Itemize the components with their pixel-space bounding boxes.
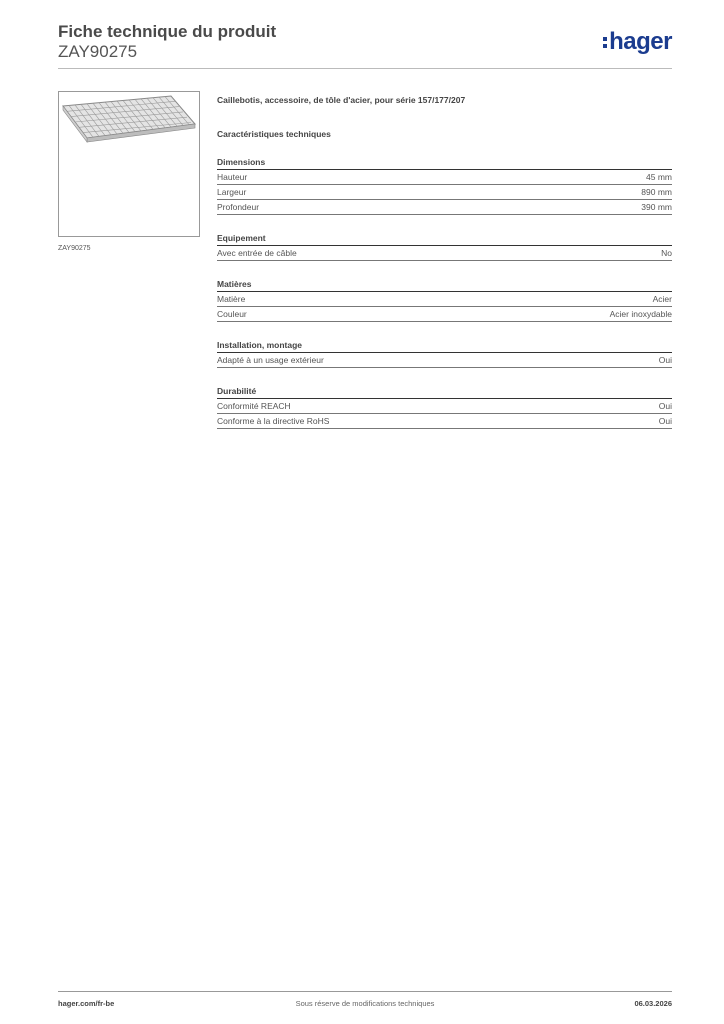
spec-value: Oui xyxy=(658,416,672,426)
spec-label: Conforme à la directive RoHS xyxy=(217,416,330,426)
footer-divider xyxy=(58,991,672,992)
spec-label: Conformité REACH xyxy=(217,401,291,411)
header-divider xyxy=(58,68,672,69)
spec-value: Acier xyxy=(652,294,672,304)
spec-label: Profondeur xyxy=(217,202,260,212)
spec-row xyxy=(217,170,672,185)
grating-icon xyxy=(59,92,199,236)
product-code: ZAY90275 xyxy=(58,42,138,61)
spec-group-equipement xyxy=(217,232,672,261)
section-title: Caractéristiques techniques xyxy=(217,129,331,139)
spec-label: Hauteur xyxy=(217,172,248,182)
spec-group-durabilite xyxy=(217,385,672,429)
page-title: Fiche technique du produit xyxy=(58,22,277,41)
spec-group-dimensions xyxy=(217,156,672,215)
spec-group-title: Durabilité xyxy=(217,385,672,399)
product-details xyxy=(217,95,672,429)
spec-group-title: Installation, montage xyxy=(217,339,672,353)
image-caption: ZAY90275 xyxy=(58,245,91,252)
spec-label: Couleur xyxy=(217,309,247,319)
spec-value: 890 mm xyxy=(641,187,672,197)
spec-value: 45 mm xyxy=(646,172,672,182)
spec-value: 390 mm xyxy=(641,202,672,212)
spec-row xyxy=(217,353,672,368)
spec-row xyxy=(217,307,672,322)
spec-value: No xyxy=(661,248,672,258)
spec-row xyxy=(217,246,672,261)
spec-row xyxy=(217,414,672,429)
spec-group-matieres xyxy=(217,278,672,322)
spec-value: Oui xyxy=(658,401,672,411)
logo-dots-icon xyxy=(603,34,607,51)
spec-label: Avec entrée de câble xyxy=(217,248,297,258)
product-description: Caillebotis, accessoire, de tôle d'acier, pour série 157/177/207 xyxy=(217,95,466,105)
logo-text: hager xyxy=(609,28,672,55)
footer-website-link[interactable]: hager.com/fr-be xyxy=(58,999,115,1008)
spec-row xyxy=(217,185,672,200)
product-image xyxy=(58,91,200,237)
spec-group-installation xyxy=(217,339,672,368)
spec-group-title: Dimensions xyxy=(217,156,672,170)
spec-group-title: Matières xyxy=(217,278,672,292)
spec-value: Oui xyxy=(658,355,672,365)
footer-notice: Sous réserve de modifications techniques xyxy=(295,999,435,1008)
spec-value: Acier inoxydable xyxy=(609,309,672,319)
spec-label: Matière xyxy=(217,294,246,304)
spec-row xyxy=(217,399,672,414)
page-header xyxy=(58,22,672,62)
hager-logo xyxy=(603,28,672,56)
footer-date: 06.03.2026 xyxy=(634,999,672,1008)
spec-row xyxy=(217,292,672,307)
spec-group-title: Equipement xyxy=(217,232,672,246)
spec-row xyxy=(217,200,672,215)
spec-label: Largeur xyxy=(217,187,247,197)
spec-label: Adapté à un usage extérieur xyxy=(217,355,324,365)
